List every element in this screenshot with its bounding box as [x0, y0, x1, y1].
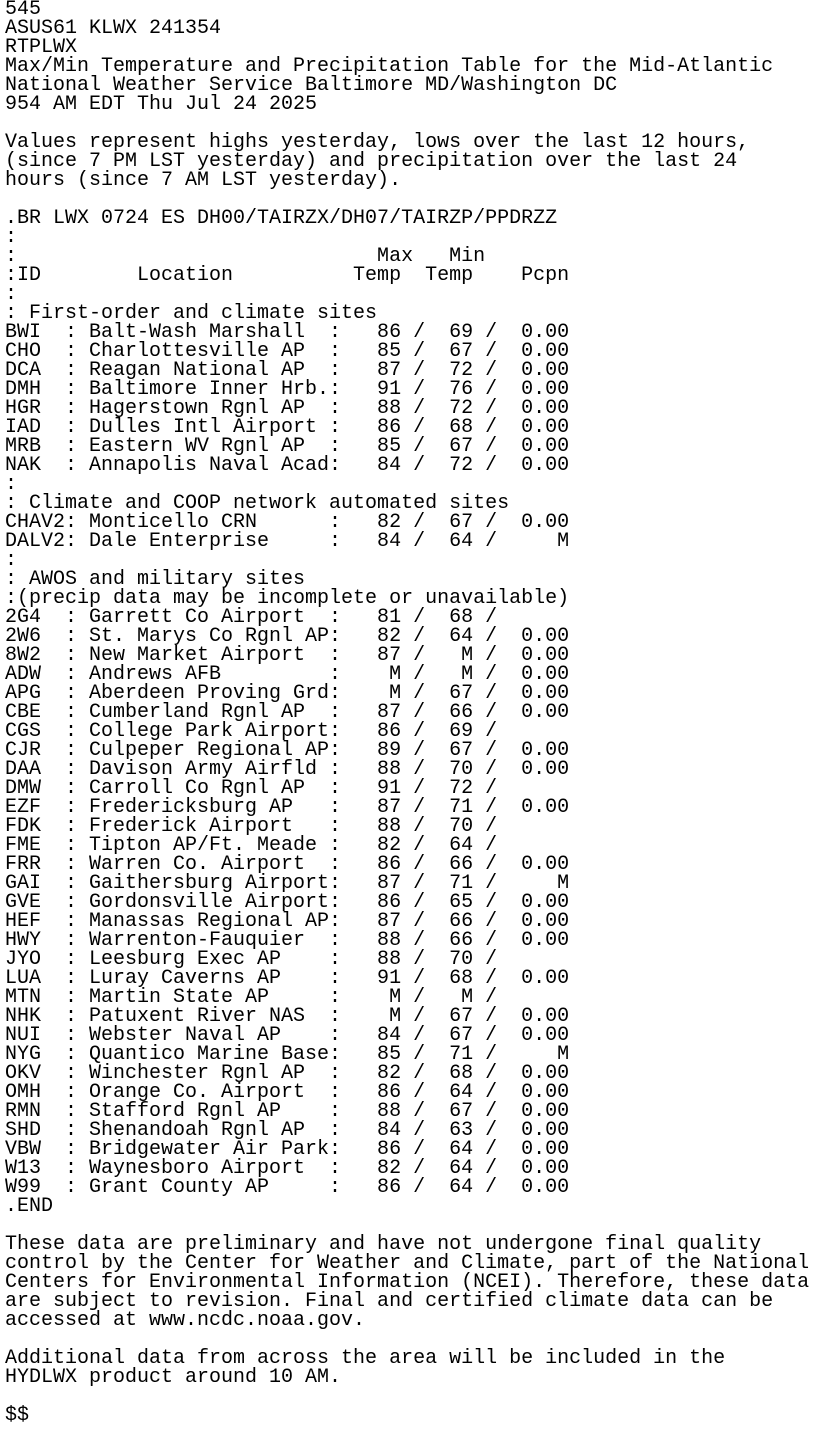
table-row: HWY : Warrenton-Fauquier : 88 / 66 / 0.00 [5, 929, 570, 952]
table-row: CHAV2: Monticello CRN : 82 / 67 / 0.00 [5, 511, 570, 534]
table-row: FRR : Warren Co. Airport : 86 / 66 / 0.00 [5, 853, 570, 876]
footer-line: Additional data from across the area will be included in the [5, 1347, 726, 1370]
table-row: APG : Aberdeen Proving Grd: M / 67 / 0.00 [5, 682, 570, 705]
table-row: 2G4 : Garrett Co Airport : 81 / 68 / [5, 606, 498, 629]
table-header-row-2: :ID Location Temp Temp Pcpn [5, 264, 570, 287]
table-row: OKV : Winchester Rgnl AP : 82 / 68 / 0.00 [5, 1062, 570, 1085]
section-title-first-order: : First-order and climate sites [5, 302, 378, 325]
table-row: NUI : Webster Naval AP : 84 / 67 / 0.00 [5, 1024, 570, 1047]
table-row: RMN : Stafford Rgnl AP : 88 / 67 / 0.00 [5, 1100, 570, 1123]
table-row: CGS : College Park Airport: 86 / 69 / [5, 720, 498, 743]
table-row: OMH : Orange Co. Airport : 86 / 64 / 0.00 [5, 1081, 570, 1104]
table-row: MTN : Martin State AP : M / M / [5, 986, 498, 1009]
disclaimer-line: accessed at www.ncdc.noaa.gov. [5, 1309, 366, 1332]
comment-line: : [5, 283, 18, 306]
intro-text-line: hours (since 7 AM LST yesterday). [5, 169, 402, 192]
awips-id: RTPLWX [5, 36, 78, 59]
table-row: GAI : Gaithersburg Airport: 87 / 71 / M [5, 872, 570, 895]
table-row: SHD : Shenandoah Rgnl AP : 84 / 63 / 0.00 [5, 1119, 570, 1142]
table-row: VBW : Bridgewater Air Park: 86 / 64 / 0.00 [5, 1138, 570, 1161]
table-row: NHK : Patuxent River NAS : M / 67 / 0.00 [5, 1005, 570, 1028]
product-number: 545 [5, 0, 42, 21]
blank-line [5, 1387, 814, 1406]
table-row: IAD : Dulles Intl Airport : 86 / 68 / 0.00 [5, 416, 570, 439]
table-row: DAA : Davison Army Airfld : 88 / 70 / 0.00 [5, 758, 570, 781]
table-row: 2W6 : St. Marys Co Rgnl AP: 82 / 64 / 0.00 [5, 625, 570, 648]
disclaimer-line: Centers for Environmental Information (NCEI). Therefore, these data [5, 1271, 810, 1294]
table-row: CHO : Charlottesville AP : 85 / 67 / 0.00 [5, 340, 570, 363]
wmo-header: ASUS61 KLWX 241354 [5, 17, 222, 40]
table-row: EZF : Fredericksburg AP : 87 / 71 / 0.00 [5, 796, 570, 819]
section-subtitle-awos: :(precip data may be incomplete or unavailable) [5, 587, 570, 610]
table-row: DMH : Baltimore Inner Hrb.: 91 / 76 / 0.00 [5, 378, 570, 401]
table-row: ADW : Andrews AFB : M / M / 0.00 [5, 663, 570, 686]
disclaimer-line: are subject to revision. Final and certified climate data can be [5, 1290, 774, 1313]
table-row: HGR : Hagerstown Rgnl AP : 88 / 72 / 0.00 [5, 397, 570, 420]
table-header-row-1: : Max Min [5, 245, 486, 268]
table-row: DCA : Reagan National AP : 87 / 72 / 0.00 [5, 359, 570, 382]
intro-text-line: Values represent highs yesterday, lows over the last 12 hours, [5, 131, 750, 154]
comment-line: : [5, 549, 18, 572]
table-row: W99 : Grant County AP : 86 / 64 / 0.00 [5, 1176, 570, 1199]
table-row: FME : Tipton AP/Ft. Meade : 82 / 64 / [5, 834, 498, 857]
table-row: DMW : Carroll Co Rgnl AP : 91 / 72 / [5, 777, 498, 800]
table-row: MRB : Eastern WV Rgnl AP : 85 / 67 / 0.00 [5, 435, 570, 458]
disclaimer-line: control by the Center for Weather and Climate, part of the National [5, 1252, 810, 1275]
section-title-awos: : AWOS and military sites [5, 568, 306, 591]
table-row: JYO : Leesburg Exec AP : 88 / 70 / [5, 948, 498, 971]
table-row: GVE : Gordonsville Airport: 86 / 65 / 0.00 [5, 891, 570, 914]
table-row: W13 : Waynesboro Airport : 82 / 64 / 0.00 [5, 1157, 570, 1180]
shef-header: .BR LWX 0724 ES DH00/TAIRZX/DH07/TAIRZP/PPDRZZ [5, 207, 558, 230]
table-row: NYG : Quantico Marine Base: 85 / 71 / M [5, 1043, 570, 1066]
issue-time: 954 AM EDT Thu Jul 24 2025 [5, 93, 318, 116]
product-title: Max/Min Temperature and Precipitation Table for the Mid-Atlantic [5, 55, 774, 78]
section-title-coop: : Climate and COOP network automated sites [5, 492, 510, 515]
footer-line: HYDLWX product around 10 AM. [5, 1366, 342, 1389]
intro-text-line: (since 7 PM LST yesterday) and precipitation over the last 24 [5, 150, 738, 173]
product-terminator: $$ [5, 1404, 30, 1427]
comment-line: : [5, 473, 18, 496]
table-row: HEF : Manassas Regional AP: 87 / 66 / 0.00 [5, 910, 570, 933]
table-row: NAK : Annapolis Naval Acad: 84 / 72 / 0.00 [5, 454, 570, 477]
end-marker: .END [5, 1195, 54, 1218]
comment-line: : [5, 226, 18, 249]
disclaimer-line: These data are preliminary and have not undergone final quality [5, 1233, 762, 1256]
table-row: CBE : Cumberland Rgnl AP : 87 / 66 / 0.00 [5, 701, 570, 724]
issuing-office: National Weather Service Baltimore MD/Washington DC [5, 74, 618, 97]
table-row: 8W2 : New Market Airport : 87 / M / 0.00 [5, 644, 570, 667]
table-row: BWI : Balt-Wash Marshall : 86 / 69 / 0.00 [5, 321, 570, 344]
table-row: DALV2: Dale Enterprise : 84 / 64 / M [5, 530, 570, 553]
table-row: CJR : Culpeper Regional AP: 89 / 67 / 0.00 [5, 739, 570, 762]
table-row: FDK : Frederick Airport : 88 / 70 / [5, 815, 498, 838]
table-row: LUA : Luray Caverns AP : 91 / 68 / 0.00 [5, 967, 570, 990]
